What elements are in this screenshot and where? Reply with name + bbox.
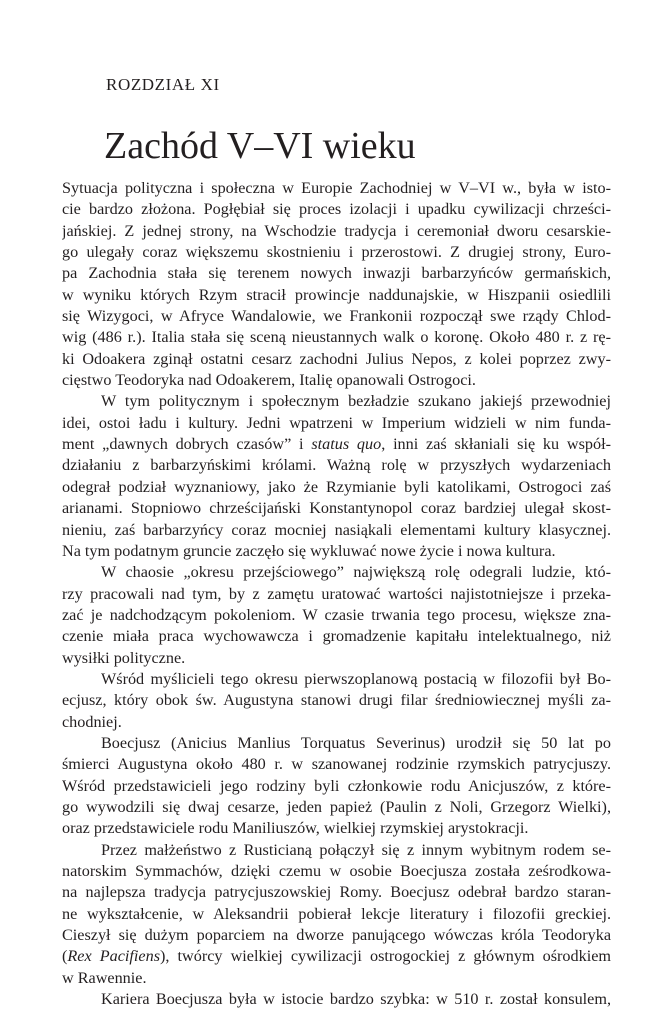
text-line: idei, ostoi ładu i kultury. Jedni wpatrzeni w Imperium widzieli w nim funda- <box>62 413 611 432</box>
text-line: zać je nadchodzącym pokoleniom. W czasie trwania tego procesu, większe zna- <box>62 605 611 624</box>
text-line: działaniu z barbarzyńskimi królami. Ważną rolę w przyszłych wydarzeniach <box>62 456 611 475</box>
text-line: Sytuacja polityczna i społeczna w Europie Zachodniej w V–VI w., była w isto- <box>62 179 611 197</box>
text-line: go wywodzili się dwaj cesarze, jeden papież (Paulin z Noli, Grzegorz Wielki), <box>62 797 611 816</box>
text-line: na najlepsza tradycja patrycjuszowskiej Romy. Boecjusz odebrał bardzo staran- <box>62 883 611 902</box>
text-line: w Rawennie. <box>62 968 147 987</box>
chapter-number: ROZDZIAŁ XI <box>106 75 220 94</box>
text-line: Wśród myślicieli tego okresu pierwszoplanową postacią w filozofii był Bo- <box>101 669 611 688</box>
text-line: rzy pracowali nad tym, by z zamętu uratować wartości najistotniejsze i przeka- <box>62 584 611 603</box>
text-line: ki Odoakera zginął ostatni cesarz zachodni Julius Nepos, z kolei poprzez zwy- <box>62 349 611 368</box>
text-line: W chaosie „okresu przejściowego” największą rolę odegrali ludzie, któ- <box>101 563 611 582</box>
text-line: (Rex Pacifiens), twórcy wielkiej cywilizacji ostrogockiej z głównym ośrodkiem <box>62 947 611 966</box>
text-line: oraz przedstawiciele rodu Maniliuszów, wielkiej rzymskiej arystokracji. <box>62 819 529 838</box>
text-line: ecjusz, który obok św. Augustyna stanowi drugi filar średniowiecznej myśli za- <box>62 691 611 710</box>
text-line: ment „dawnych dobrych czasów” i status quo, inni zaś skłaniali się ku współ- <box>62 435 611 454</box>
text-line: cie bardzo złożona. Pogłębiał się proces izolacji i upadku cywilizacji chrześci- <box>62 200 611 219</box>
text-line: natorskim Symmachów, dzięki czemu w osobie Boecjusza została ześrodkowa- <box>62 862 611 880</box>
text-line: cięstwo Teodoryka nad Odoakerem, Italię opanowali Ostrogoci. <box>62 371 476 390</box>
text-line: śmierci Augustyna około 480 r. w szanowanej rodzinie rzymskich patrycjuszy. <box>62 755 611 774</box>
text-line: jańskiej. Z jednej strony, na Wschodzie tradycja i ceremoniał dworu cesarskie- <box>62 221 611 240</box>
text-line: Wśród przedstawicieli jego rodziny byli członkowie rodu Anicjuszów, z które- <box>62 776 611 795</box>
text-line: W tym politycznym i społecznym bezładzie szukano jakiejś przewodniej <box>101 392 611 411</box>
text-line: w wyniku których Rzym stracił prowincje naddunajskie, w Hiszpanii osiedlili <box>62 285 611 304</box>
text-line: Przez małżeństwo z Rusticianą połączył się z innym wybitnym rodem se- <box>101 840 611 859</box>
body-text <box>62 178 611 1010</box>
text-line: odegrał podział wyznaniowy, jako że Rzymianie byli katolikami, Ostrogoci zaś <box>62 477 611 496</box>
text-line: czenie miała praca wychowawcza i gromadzenie kapitału intelektualnego, niż <box>62 627 611 646</box>
text-line: go ulegały coraz większemu skostnieniu i przerostowi. Z drugiej strony, Euro- <box>62 243 611 262</box>
text-line: Boecjusz (Anicius Manlius Torquatus Severinus) urodził się 50 lat po <box>101 733 611 752</box>
chapter-title: Zachód V–VI wieku <box>104 125 416 168</box>
text-line: chodniej. <box>62 712 122 731</box>
text-line: Na tym podatnym gruncie zaczęło się wykluwać nowe życie i nowa kultura. <box>62 541 556 560</box>
text-line: się Wizygoci, w Afryce Wandalowie, we Frankonii rozpoczął swe rządy Chlod- <box>62 307 611 326</box>
text-line: nieniu, zaś barbarzyńcy coraz mocniej nasiąkali elementami kultury klasycznej. <box>62 520 611 539</box>
text-line: Cieszył się dużym poparciem na dworze panującego wówczas króla Teodoryka <box>62 926 611 945</box>
text-line: ne wykształcenie, w Aleksandrii pobierał lekcje literatury i filozofii greckiej. <box>62 904 611 923</box>
text-line: arianami. Stopniowo chrześcijański Konstantynopol coraz bardziej ulegał skost- <box>62 499 611 518</box>
text-line: wig (486 r.). Italia stała się sceną nieustannych walk o koronę. Około 480 r. z rę- <box>62 328 611 347</box>
text-line: pa Zachodnia stała się terenem nowych inwazji barbarzyńców germańskich, <box>62 264 611 283</box>
text-line: wysiłki polityczne. <box>62 648 186 667</box>
text-line: Kariera Boecjusza była w istocie bardzo szybka: w 510 r. został konsulem, <box>101 990 611 1009</box>
